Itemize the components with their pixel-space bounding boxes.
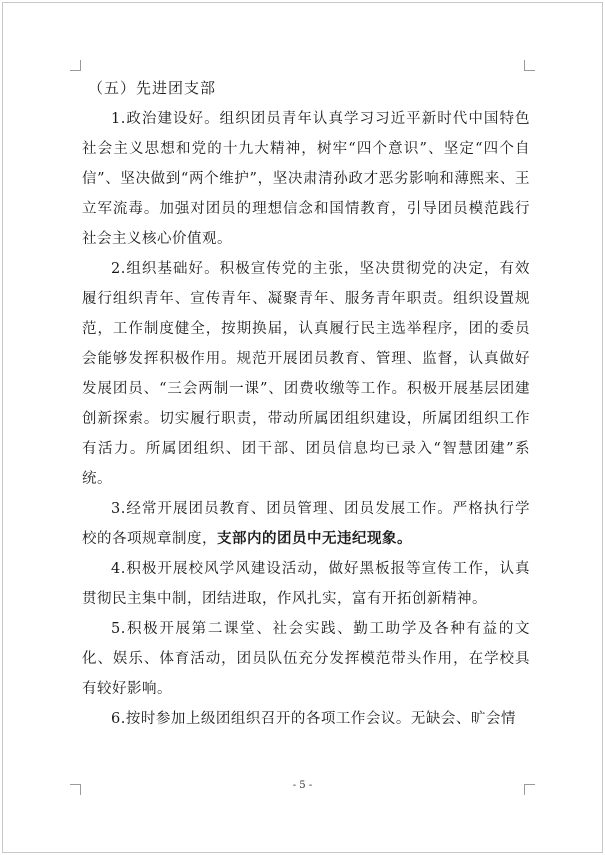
paragraph-1: 1.政治建设好。组织团员青年认真学习习近平新时代中国特色社会主义思想和党的十九大精神，树牢“四个意识”、坚定“四个自信”、坚决做到“两个维护”，坚决肃清孙政才恶劣影响和薄熙来、王立军流毒。加强对团员的理想信念和国情教育，引导团员模范践行社会主义核心价值观。: [82, 111, 530, 247]
paragraph-3-text: 3.经常开展团员教育、团员管理、团员发展工作。严格执行学校的各项规章制度，: [82, 501, 530, 547]
paragraph-2: 2.组织基础好。积极宣传党的主张，坚决贯彻党的决定，有效履行组织青年、宣传青年、凝聚青年、服务青年职责。组织设置规范，工作制度健全，按期换届，认真履行民主选举程序，团的委员会能够发挥积极作用。规范开展团员教育、管理、监督，认真做好发展团员、“三会两制一课”、团费收缴等工作。积极开展基层团建创新探索。切实履行职责，带动所属团组织建设，所属团组织工作有活力。所属团组织、团干部、团员信息均已录入“智慧团建”系统。: [82, 261, 530, 487]
paragraph-3: [82, 494, 530, 554]
section-heading: （五）先进团支部: [88, 79, 217, 97]
corner-mark-top-left: [70, 60, 81, 71]
document-body: [82, 72, 530, 734]
paragraph-4: 4.积极开展校风学风建设活动，做好黑板报等宣传工作，认真贯彻民主集中制，团结进取，作风扎实，富有开拓创新精神。: [82, 561, 530, 607]
page-number: - 5 -: [292, 780, 313, 791]
paragraph-5: 5.积极开展第二课堂、社会实践、勤工助学及各种有益的文化、娱乐、体育活动，团员队伍充分发挥模范带头作用，在学校具有较好影响。: [82, 621, 530, 697]
corner-mark-top-right: [524, 60, 535, 71]
paragraph-3-bold-text: 支部内的团员中无违纪现象。: [217, 530, 412, 547]
paragraph-6: 6.按时参加上级团组织召开的各项工作会议。无缺会、旷会情: [111, 711, 516, 727]
